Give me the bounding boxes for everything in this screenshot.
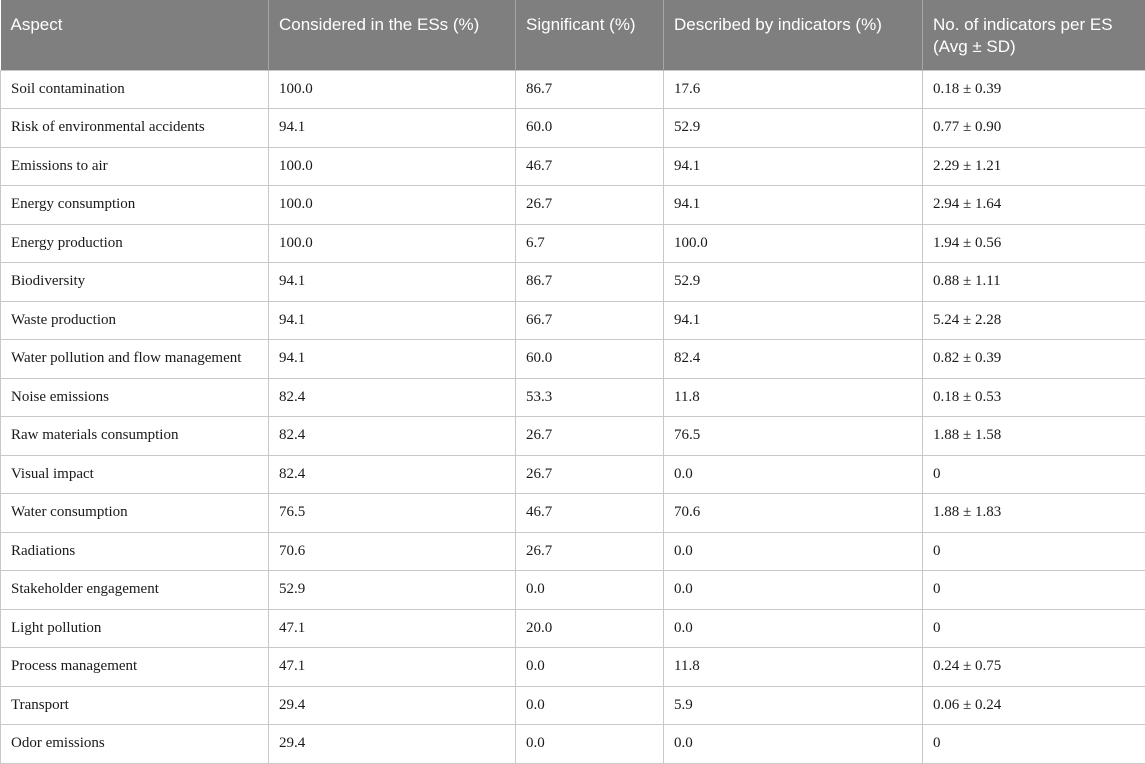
table-row	[1, 340, 1145, 379]
described-cell: 0.0	[664, 455, 923, 494]
aspect-cell: Energy consumption	[1, 186, 269, 225]
considered-cell: 94.1	[269, 301, 516, 340]
indicators-cell: 0.77 ± 0.90	[923, 109, 1145, 148]
significant-cell: 26.7	[516, 455, 664, 494]
described-cell: 94.1	[664, 301, 923, 340]
described-cell: 94.1	[664, 186, 923, 225]
header-row	[1, 0, 1145, 70]
significant-cell: 53.3	[516, 378, 664, 417]
considered-cell: 94.1	[269, 109, 516, 148]
significant-cell: 46.7	[516, 494, 664, 533]
table-header	[1, 0, 1145, 70]
indicators-cell: 0.06 ± 0.24	[923, 686, 1145, 725]
table-row	[1, 725, 1145, 764]
table-row	[1, 686, 1145, 725]
header-considered: Considered in the ESs (%)	[269, 0, 516, 70]
considered-cell: 94.1	[269, 340, 516, 379]
described-cell: 11.8	[664, 378, 923, 417]
described-cell: 100.0	[664, 224, 923, 263]
aspect-cell: Biodiversity	[1, 263, 269, 302]
described-cell: 82.4	[664, 340, 923, 379]
significant-cell: 6.7	[516, 224, 664, 263]
header-aspect: Aspect	[10, 15, 63, 34]
aspect-cell: Waste production	[1, 301, 269, 340]
aspect-cell: Stakeholder engagement	[1, 571, 269, 610]
indicators-cell: 5.24 ± 2.28	[923, 301, 1145, 340]
considered-cell: 82.4	[269, 455, 516, 494]
aspect-cell: Radiations	[1, 532, 269, 571]
table-row	[1, 609, 1145, 648]
indicators-cell: 2.94 ± 1.64	[923, 186, 1145, 225]
significant-cell: 26.7	[516, 417, 664, 456]
indicators-cell: 0.88 ± 1.11	[923, 263, 1145, 302]
described-cell: 0.0	[664, 725, 923, 764]
described-cell: 0.0	[664, 532, 923, 571]
considered-cell: 100.0	[269, 147, 516, 186]
significant-cell: 0.0	[516, 686, 664, 725]
aspect-cell: Raw materials consumption	[1, 417, 269, 456]
considered-cell: 52.9	[269, 571, 516, 610]
aspect-cell: Soil contamination	[1, 70, 269, 109]
table-row	[1, 455, 1145, 494]
considered-cell: 82.4	[269, 378, 516, 417]
significant-cell: 26.7	[516, 532, 664, 571]
table-row	[1, 494, 1145, 533]
indicators-cell: 0	[923, 455, 1145, 494]
described-cell: 5.9	[664, 686, 923, 725]
table-row	[1, 648, 1145, 687]
header-indicators-per-es: No. of indicators per ES (Avg ± SD)	[923, 0, 1145, 70]
significant-cell: 60.0	[516, 340, 664, 379]
considered-cell: 76.5	[269, 494, 516, 533]
table-row	[1, 224, 1145, 263]
indicators-cell: 0	[923, 571, 1145, 610]
aspect-cell: Water consumption	[1, 494, 269, 533]
aspect-cell: Light pollution	[1, 609, 269, 648]
described-cell: 0.0	[664, 571, 923, 610]
significant-cell: 86.7	[516, 263, 664, 302]
considered-cell: 82.4	[269, 417, 516, 456]
considered-cell: 47.1	[269, 648, 516, 687]
described-cell: 11.8	[664, 648, 923, 687]
table-row	[1, 417, 1145, 456]
table-row	[1, 532, 1145, 571]
aspect-cell: Risk of environmental accidents	[1, 109, 269, 148]
considered-cell: 100.0	[269, 70, 516, 109]
significant-cell: 86.7	[516, 70, 664, 109]
significant-cell: 0.0	[516, 571, 664, 610]
indicators-cell: 0	[923, 532, 1145, 571]
header-significant: Significant (%)	[516, 0, 664, 70]
described-cell: 70.6	[664, 494, 923, 533]
significant-cell: 60.0	[516, 109, 664, 148]
table-row	[1, 186, 1145, 225]
considered-cell: 70.6	[269, 532, 516, 571]
indicators-cell: 0	[923, 725, 1145, 764]
significant-cell: 0.0	[516, 648, 664, 687]
indicators-cell: 1.88 ± 1.83	[923, 494, 1145, 533]
aspect-cell: Emissions to air	[1, 147, 269, 186]
indicators-cell: 1.94 ± 0.56	[923, 224, 1145, 263]
table-row	[1, 571, 1145, 610]
aspect-cell: Water pollution and flow management	[1, 340, 269, 379]
considered-cell: 29.4	[269, 686, 516, 725]
aspect-cell: Process management	[1, 648, 269, 687]
table-row	[1, 147, 1145, 186]
aspect-cell: Energy production	[1, 224, 269, 263]
described-cell: 94.1	[664, 147, 923, 186]
described-cell: 52.9	[664, 109, 923, 148]
significant-cell: 46.7	[516, 147, 664, 186]
header-described: Described by indicators (%)	[664, 0, 923, 70]
indicators-cell: 0.18 ± 0.39	[923, 70, 1145, 109]
aspect-cell: Transport	[1, 686, 269, 725]
significant-cell: 26.7	[516, 186, 664, 225]
significant-cell: 66.7	[516, 301, 664, 340]
indicators-cell: 1.88 ± 1.58	[923, 417, 1145, 456]
indicators-cell: 0.18 ± 0.53	[923, 378, 1145, 417]
indicators-cell: 0.82 ± 0.39	[923, 340, 1145, 379]
indicators-cell: 0	[923, 609, 1145, 648]
indicators-cell: 2.29 ± 1.21	[923, 147, 1145, 186]
described-cell: 17.6	[664, 70, 923, 109]
considered-cell: 100.0	[269, 186, 516, 225]
considered-cell: 94.1	[269, 263, 516, 302]
table-row	[1, 263, 1145, 302]
described-cell: 76.5	[664, 417, 923, 456]
described-cell: 52.9	[664, 263, 923, 302]
table-row	[1, 70, 1145, 109]
table-row	[1, 109, 1145, 148]
table-body	[1, 70, 1145, 763]
aspect-cell: Noise emissions	[1, 378, 269, 417]
aspect-cell: Odor emissions	[1, 725, 269, 764]
considered-cell: 29.4	[269, 725, 516, 764]
considered-cell: 47.1	[269, 609, 516, 648]
table-row	[1, 301, 1145, 340]
described-cell: 0.0	[664, 609, 923, 648]
indicators-cell: 0.24 ± 0.75	[923, 648, 1145, 687]
table-row	[1, 378, 1145, 417]
aspect-cell: Visual impact	[1, 455, 269, 494]
significant-cell: 20.0	[516, 609, 664, 648]
significant-cell: 0.0	[516, 725, 664, 764]
considered-cell: 100.0	[269, 224, 516, 263]
